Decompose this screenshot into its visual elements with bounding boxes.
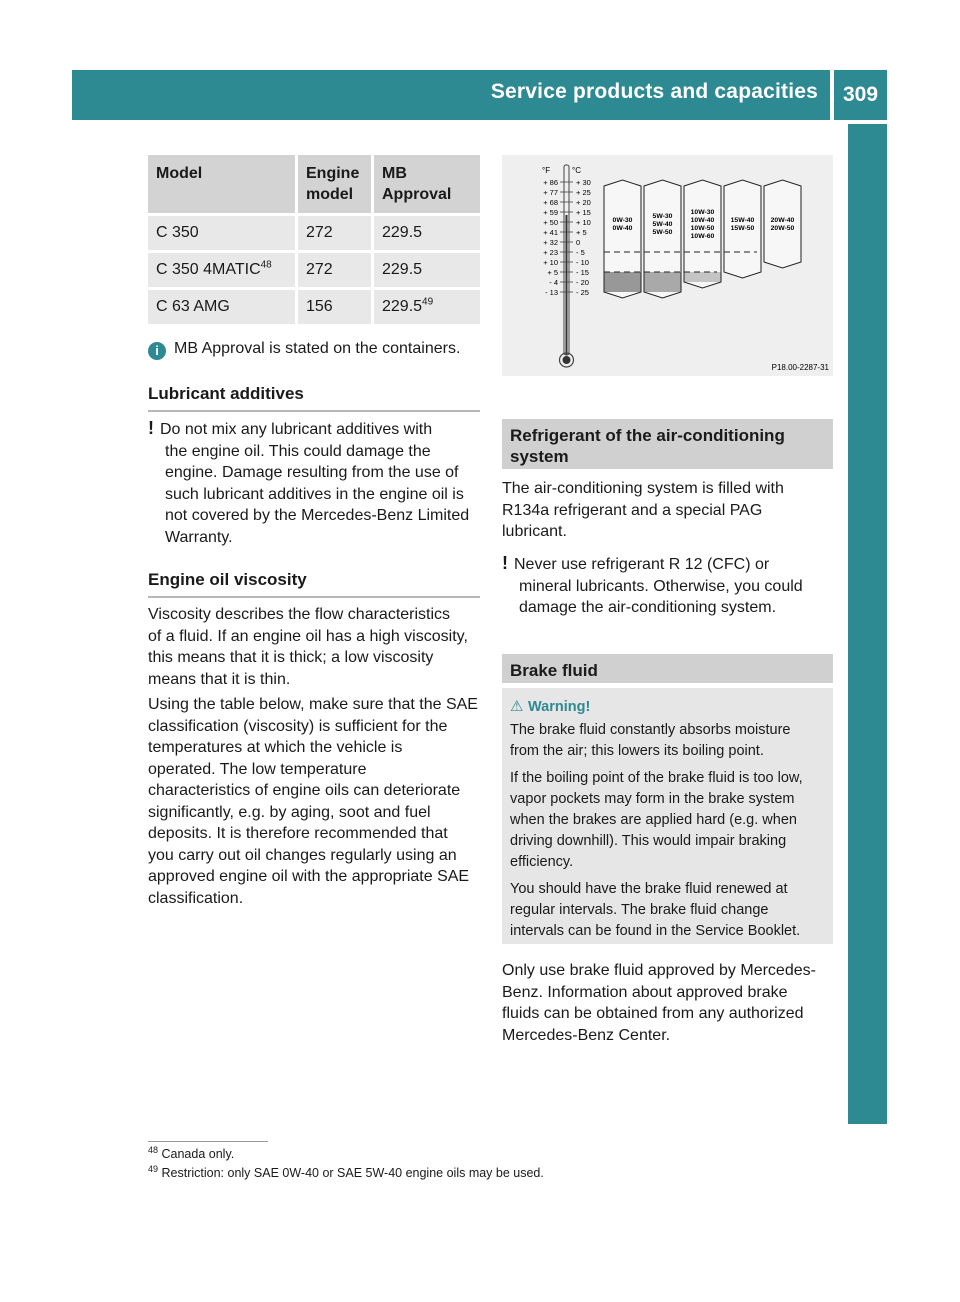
cell-text: 272	[306, 224, 333, 241]
text-line: approved engine oil with the appropriate SAE	[148, 868, 470, 885]
cell-text: 229.5	[382, 298, 423, 315]
text-line: temperatures at which the vehicle is	[148, 739, 403, 756]
footnote-ref: 49	[422, 296, 434, 308]
viscosity-para-2	[148, 694, 483, 909]
text-line: Using the table below, make sure that the SAE	[148, 696, 478, 713]
heading-viscosity: Engine oil viscosity	[148, 570, 480, 598]
header-model: Model	[156, 165, 203, 182]
cell-text: C 350 4MATIC	[156, 261, 261, 278]
text-line: Do not mix any lubricant additives with	[160, 421, 433, 438]
refrigerant-warning	[502, 553, 833, 619]
fahrenheit-tick-label: + 32	[543, 238, 558, 247]
text-line: you carry out oil changes regularly using an	[148, 846, 457, 864]
grade-label: 10W-50	[690, 225, 715, 232]
text-line: Warranty.	[165, 528, 233, 546]
unit-c-label: °C	[572, 166, 581, 175]
grade-label: 0W-30	[612, 217, 633, 224]
text-line: classification (viscosity) is sufficient for the	[148, 717, 448, 735]
celsius-tick-label: + 30	[576, 178, 591, 187]
cell-approval	[374, 250, 480, 287]
header-approval-2: Approval	[382, 186, 452, 203]
cell-text: 229.5	[382, 224, 423, 241]
warning-mark: !	[502, 553, 508, 573]
heading-refrigerant	[502, 419, 833, 469]
cell-text: C 63 AMG	[156, 298, 230, 315]
grade-label: 15W-50	[730, 225, 755, 232]
grade-label: 10W-60	[690, 233, 715, 240]
celsius-tick-label: - 20	[576, 278, 589, 287]
warning-para	[510, 879, 825, 942]
text-line: vapor pockets may form in the brake system	[510, 791, 795, 807]
fahrenheit-tick-label: + 50	[543, 218, 558, 227]
refrigerant-para	[502, 478, 833, 543]
footnote-ref: 48	[260, 259, 272, 271]
text-line: mineral lubricants. Otherwise, you could	[519, 577, 803, 595]
grade-label: 10W-30	[690, 209, 715, 216]
cell-engine	[298, 287, 374, 324]
warning-para	[510, 768, 825, 873]
text-line: of a fluid. If an engine oil has a high viscosity,	[148, 627, 468, 645]
grade-label: 5W-40	[652, 221, 673, 228]
celsius-tick-label: + 10	[576, 218, 591, 227]
section-title: Service products and capacities	[490, 80, 818, 103]
celsius-tick-label: 0	[576, 238, 581, 247]
celsius-tick-label: + 20	[576, 198, 591, 207]
footnote-text: Canada only.	[161, 1147, 235, 1161]
model-table-wrap	[148, 155, 480, 324]
footnote-49	[148, 1163, 544, 1180]
fahrenheit-tick-label: + 10	[543, 258, 558, 267]
viscosity-para-1	[148, 604, 483, 690]
table-header	[148, 155, 298, 213]
header-engine-2: model	[306, 186, 354, 203]
text-line: the engine oil. This could damage the	[165, 442, 431, 460]
text-line: Viscosity describes the flow characteristics	[148, 606, 451, 623]
cell-approval	[374, 287, 480, 324]
celsius-tick-label: - 25	[576, 288, 589, 297]
header-approval-1: MB	[382, 165, 407, 182]
warning-para	[510, 720, 825, 762]
table-row	[148, 213, 480, 250]
info-icon: i	[148, 342, 166, 360]
warning-title	[510, 696, 825, 718]
text-line: Mercedes-Benz Center.	[502, 1026, 671, 1044]
text-line: from the air; this lowers its boiling point.	[510, 743, 764, 759]
grade-label: 5W-50	[652, 229, 673, 236]
text-line: characteristics of engine oils can deteriorate	[148, 782, 461, 799]
model-table	[148, 155, 480, 324]
heading-lubricant: Lubricant additives	[148, 384, 480, 412]
cell-text: 272	[306, 261, 333, 278]
text-line: Only use brake fluid approved by Mercedes-	[502, 962, 816, 979]
text-line: significantly, e.g. by aging, soot and fuel	[148, 803, 431, 821]
footnote-48	[148, 1144, 235, 1161]
text-line: The brake fluid constantly absorbs moisture	[510, 722, 791, 738]
cold-shade	[685, 272, 721, 282]
viscosity-chart-svg	[502, 155, 833, 376]
text-line: The air-conditioning system is filled with	[502, 480, 784, 497]
table-header	[298, 155, 374, 213]
footnote-text: Restriction: only SAE 0W-40 or SAE 5W-40 engine oils may be used.	[161, 1166, 544, 1180]
celsius-tick-label: - 10	[576, 258, 589, 267]
header-bar	[72, 70, 830, 120]
text-line: intervals can be found in the Service Booklet.	[510, 923, 801, 939]
info-text: MB Approval is stated on the containers.	[174, 340, 461, 357]
fahrenheit-tick-label: + 59	[543, 208, 558, 217]
text-line: such lubricant additives in the engine oil is	[165, 485, 464, 503]
warning-triangle-icon: ⚠	[510, 698, 524, 715]
cell-text: C 350	[156, 224, 199, 241]
table-row	[148, 287, 480, 324]
text-line: You should have the brake fluid renewed at	[510, 881, 788, 897]
text-line: lubricant.	[502, 523, 567, 540]
brake-warning-box	[502, 688, 833, 944]
text-line: operated. The low temperature	[148, 760, 367, 778]
fahrenheit-tick-label: + 41	[543, 228, 558, 237]
celsius-tick-label: + 5	[576, 228, 587, 237]
text-line: deposits. It is therefore recommended that	[148, 825, 448, 842]
text-line: regular intervals. The brake fluid change	[510, 902, 769, 918]
warning-mark: !	[148, 418, 154, 438]
grade-label: 10W-40	[690, 217, 715, 224]
text-line: classification.	[148, 889, 244, 907]
cell-model	[148, 287, 298, 324]
table-row	[148, 250, 480, 287]
fahrenheit-tick-label: - 4	[549, 278, 558, 287]
thermometer-bulb-fill	[563, 356, 571, 364]
figure-reference: P18.00-2287-31	[771, 363, 829, 372]
text-line: this means that it is thick; a low viscosity	[148, 649, 434, 666]
warning-title-text: Warning!	[528, 699, 591, 715]
celsius-tick-label: - 5	[576, 248, 585, 257]
text-line: efficiency.	[510, 854, 574, 870]
text-line: If the boiling point of the brake fluid is too low,	[510, 770, 803, 786]
fahrenheit-tick-label: - 13	[545, 288, 558, 297]
celsius-tick-label: - 15	[576, 268, 589, 277]
brake-para	[502, 960, 833, 1046]
page-number: 309	[834, 70, 887, 120]
heading-line: system	[510, 447, 569, 466]
celsius-tick-label: + 15	[576, 208, 591, 217]
cell-text: 156	[306, 298, 333, 315]
footnote-rule	[148, 1141, 268, 1142]
text-line: damage the air-conditioning system.	[519, 599, 777, 616]
chapter-label: Technical data	[844, 623, 872, 795]
text-line: when the brakes are applied hard (e.g. when	[510, 812, 797, 828]
viscosity-band	[764, 180, 801, 268]
cell-model	[148, 213, 298, 250]
grade-label: 0W-40	[612, 225, 633, 232]
fahrenheit-tick-label: + 23	[543, 248, 558, 257]
cold-shade	[605, 272, 641, 292]
text-line: Benz. Information about approved brake	[502, 983, 788, 1001]
footnote-number: 49	[148, 1163, 159, 1174]
grade-label: 20W-40	[770, 217, 795, 224]
fahrenheit-tick-label: + 68	[543, 198, 558, 207]
text-line: engine. Damage resulting from the use of	[165, 464, 459, 481]
grade-label: 15W-40	[730, 217, 755, 224]
lubricant-warning	[148, 418, 483, 548]
text-line: fluids can be obtained from any authorized	[502, 1005, 804, 1022]
header-engine-1: Engine	[306, 165, 360, 182]
footnote-number: 48	[148, 1144, 159, 1155]
fahrenheit-tick-label: + 77	[543, 188, 558, 197]
text-line: means that it is thin.	[148, 670, 291, 688]
fahrenheit-tick-label: + 86	[543, 178, 558, 187]
grade-label: 20W-50	[770, 225, 795, 232]
unit-f-label: °F	[542, 166, 551, 175]
cold-shade	[645, 272, 681, 292]
grade-label: 5W-30	[652, 213, 673, 220]
table-header	[374, 155, 480, 213]
text-line: Never use refrigerant R 12 (CFC) or	[514, 556, 770, 573]
heading-brake-fluid: Brake fluid	[502, 654, 833, 683]
info-note	[148, 340, 460, 360]
cell-engine	[298, 250, 374, 287]
fahrenheit-tick-label: + 5	[547, 268, 558, 277]
text-line: driving downhill). This would impair braking	[510, 833, 787, 849]
text-line: R134a refrigerant and a special PAG	[502, 501, 763, 519]
cell-model	[148, 250, 298, 287]
heading-line: Refrigerant of the air-conditioning	[510, 426, 785, 445]
cell-text: 229.5	[382, 261, 423, 278]
cell-engine	[298, 213, 374, 250]
celsius-tick-label: + 25	[576, 188, 591, 197]
cell-approval	[374, 213, 480, 250]
viscosity-chart	[502, 155, 833, 376]
text-line: not covered by the Mercedes-Benz Limited	[165, 507, 470, 524]
